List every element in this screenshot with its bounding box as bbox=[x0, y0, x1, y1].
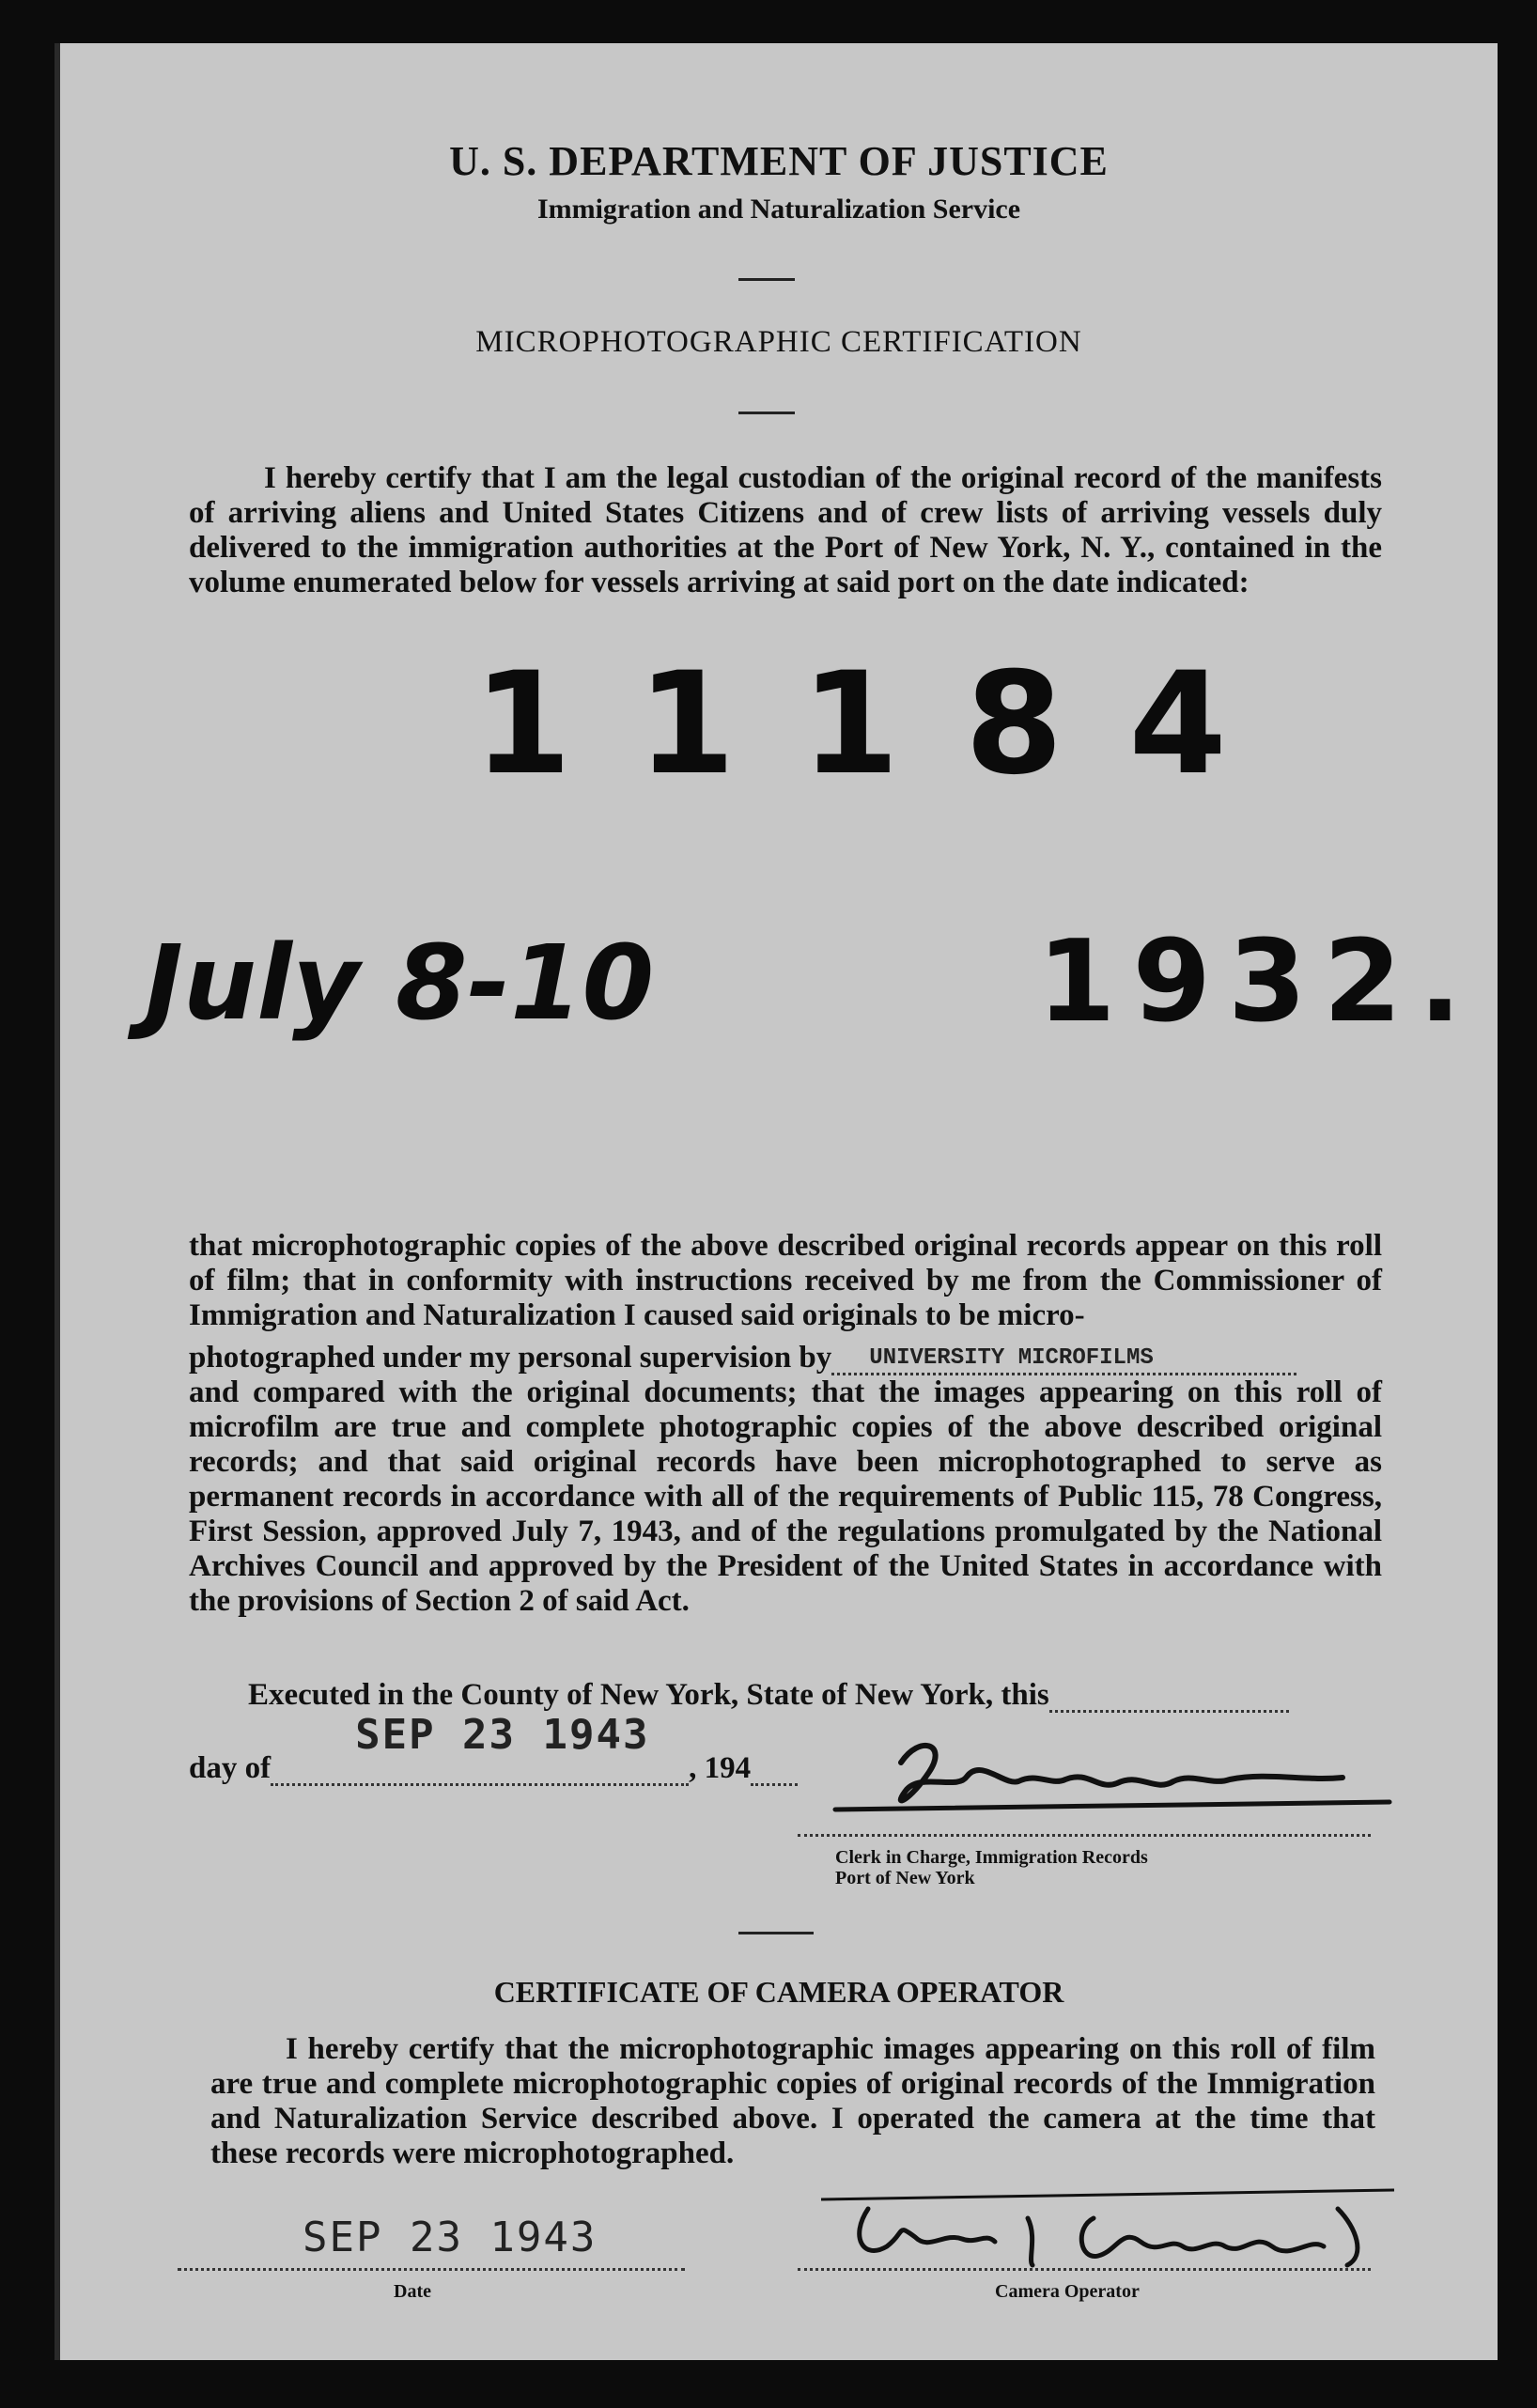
intro-text: I hereby certify that I am the legal custodian of the original record of the manifests of arriving aliens and United States Citizens and of crew lists of arriving vessels duly delivered to the immigration authorities at the Port of New York, N. Y., contained in the volume enumerated below for vessels arriving at said port on the date indicated: bbox=[189, 461, 1382, 599]
body-part1: that microphotographic copies of the above described original records appear on this roll of film; that in conformity with instructions received by me from the Commissioner of Immigration and Naturalization I caused said originals to be micro- bbox=[189, 1229, 1382, 1332]
supervision-line bbox=[189, 1341, 1382, 1375]
year-handwritten: 1932. bbox=[1037, 917, 1479, 1048]
body-part2: and compared with the original documents; that the images appearing on this roll of microfilm are true and complete photographic copies of the above described original records; and that said original records have been microphotographed to serve as permanent records in accordance with all of the requirements of Public 115, 78 Congress, First Session, approved July 7, 1943, and of the regulations promulgated by the National Archives Council and approved by the President of the United States in accordance with the provisions of Section 2 of said Act. bbox=[189, 1375, 1382, 1618]
service-heading: Immigration and Naturalization Service bbox=[536, 194, 1021, 225]
day-of-label: day of bbox=[189, 1751, 272, 1785]
date-handwritten: July 8-10 bbox=[145, 923, 655, 1043]
clerk-signature-line bbox=[798, 1834, 1371, 1837]
clerk-title-line1: Clerk in Charge, Immigration Records bbox=[835, 1847, 1148, 1868]
operator-company: UNIVERSITY MICROFILMS bbox=[869, 1345, 1154, 1371]
camera-certificate-text: I hereby certify that the microphotographic images appearing on this roll of film are true and complete microphotographic copies of original records of the Immigration and Naturalization Service described above. I operated the camera at the time that these records were microphotographed. bbox=[210, 2032, 1375, 2170]
supervision-text: photographed under my personal supervision by bbox=[189, 1341, 832, 1375]
camera-certificate-paragraph bbox=[210, 2032, 1375, 2171]
operator-line bbox=[798, 2268, 1371, 2271]
divider bbox=[738, 1932, 814, 1934]
operator-company-field bbox=[831, 1344, 1296, 1375]
body-paragraph bbox=[189, 1229, 1382, 1619]
date-label: Date bbox=[394, 2281, 431, 2302]
clerk-title-line2: Port of New York bbox=[835, 1868, 975, 1888]
camera-certificate-title: CERTIFICATE OF CAMERA OPERATOR bbox=[493, 1975, 1064, 2009]
year-suffix: , 194 bbox=[689, 1751, 752, 1785]
stamp-date: SEP 23 1943 bbox=[355, 1711, 650, 1759]
clerk-signature bbox=[816, 1734, 1399, 1838]
volume-number-handwritten: 11184 bbox=[474, 643, 1293, 806]
executed-line bbox=[248, 1678, 1382, 1713]
year-field bbox=[751, 1757, 798, 1786]
document-page bbox=[54, 43, 1498, 2360]
operator-label: Camera Operator bbox=[995, 2281, 1140, 2302]
camera-stamp-date: SEP 23 1943 bbox=[303, 2214, 598, 2261]
department-heading: U. S. DEPARTMENT OF JUSTICE bbox=[449, 138, 1109, 184]
intro-paragraph bbox=[189, 461, 1382, 600]
day-field bbox=[1049, 1684, 1289, 1713]
divider bbox=[738, 412, 795, 414]
camera-operator-signature bbox=[812, 2181, 1413, 2275]
divider bbox=[738, 278, 795, 281]
certification-title: MICROPHOTOGRAPHIC CERTIFICATION bbox=[475, 325, 1082, 359]
clerk-title bbox=[835, 1847, 1148, 1888]
month-field bbox=[271, 1711, 689, 1786]
executed-text: Executed in the County of New York, State of New York, this bbox=[248, 1678, 1049, 1712]
date-line bbox=[178, 2268, 685, 2271]
